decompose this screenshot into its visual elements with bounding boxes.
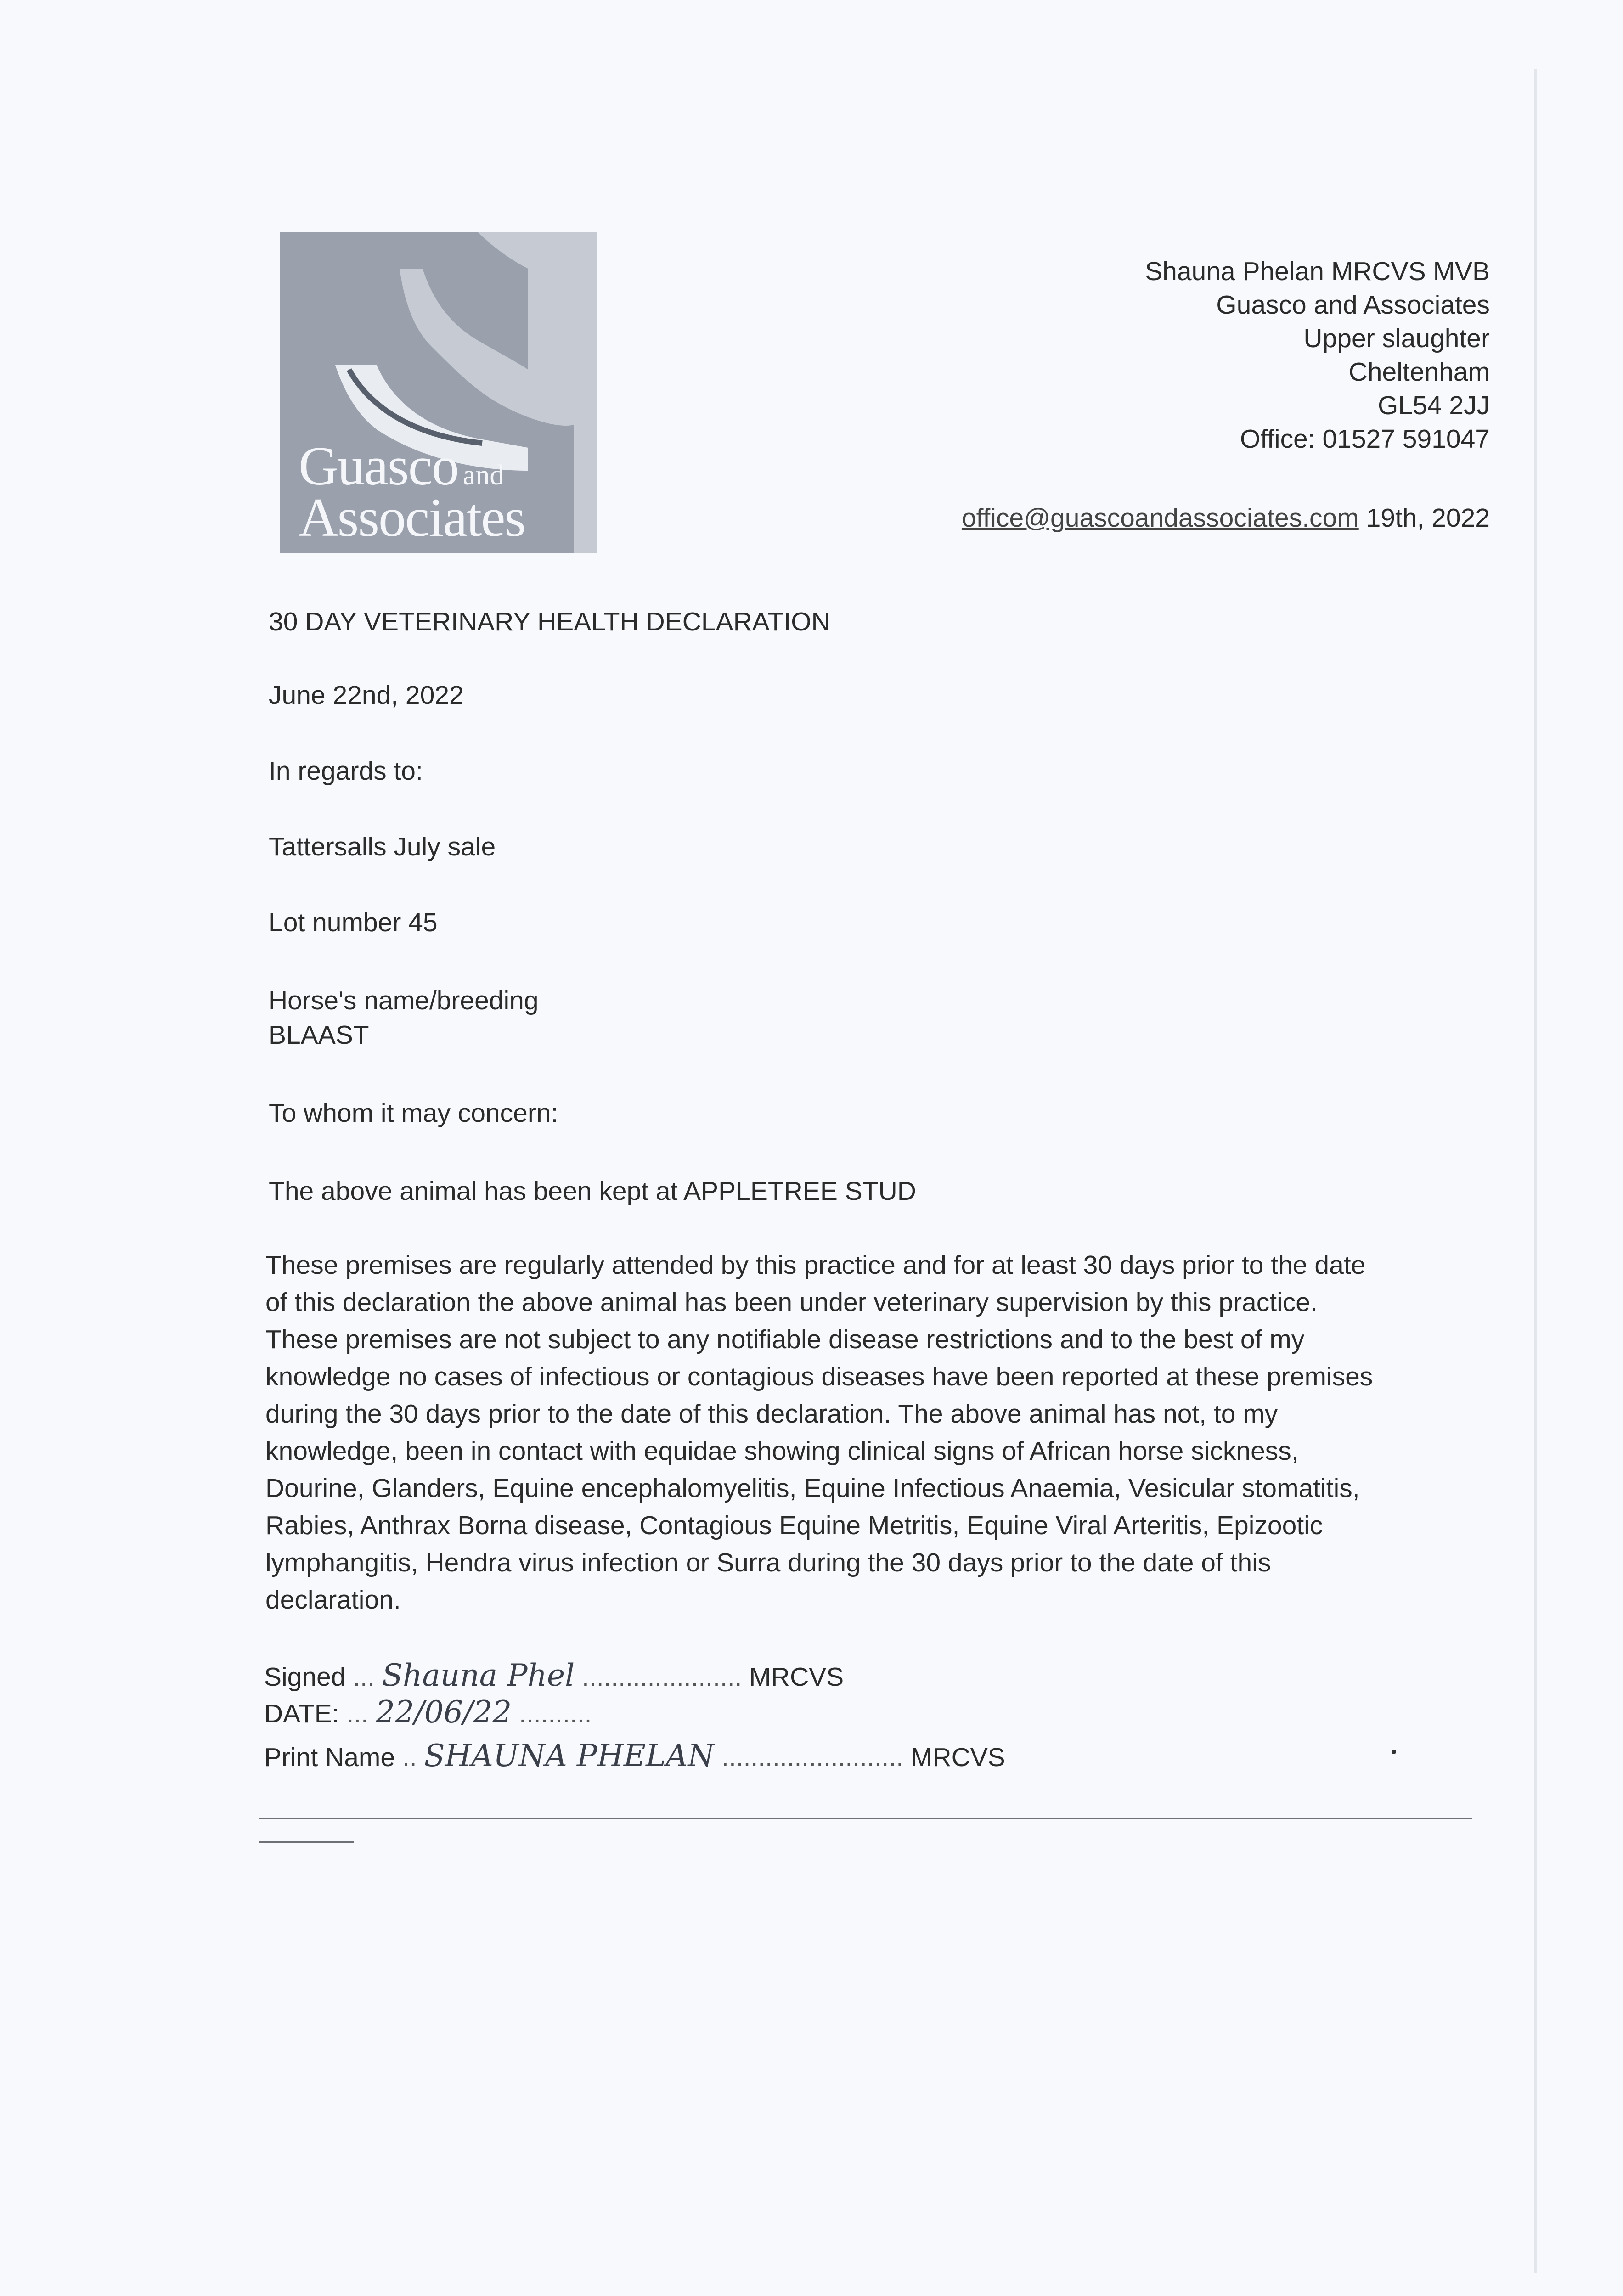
document-title: 30 DAY VETERINARY HEALTH DECLARATION [269, 607, 830, 636]
print-name-row [264, 1738, 1005, 1773]
declaration-line: knowledge no cases of infectious or contagious diseases have been reported at these premises [265, 1362, 1373, 1391]
address-line-1: Upper slaughter [1303, 324, 1490, 353]
vet-name: Shauna Phelan MRCVS MVB [1145, 257, 1490, 286]
declaration-line: These premises are not subject to any notifiable disease restrictions and to the best of my [265, 1325, 1305, 1354]
office-phone: Office: 01527 591047 [1240, 424, 1490, 454]
postcode: GL54 2JJ [1378, 391, 1490, 420]
practice-logo [280, 232, 597, 553]
footer-rule [259, 1818, 1472, 1819]
declaration-line: Rabies, Anthrax Borna disease, Contagious Equine Metritis, Equine Viral Arteritis, Epizootic [265, 1511, 1323, 1540]
declaration-line: of this declaration the above animal has been under veterinary supervision by this practice. [265, 1288, 1318, 1317]
email-date-line [962, 503, 1490, 533]
handwritten-print-name: SHAUNA PHELAN [424, 1738, 715, 1773]
handwritten-date: 22/06/22 [375, 1694, 512, 1730]
letterhead-address [1145, 255, 1490, 456]
signed-suffix: MRCVS [749, 1662, 844, 1692]
email-link[interactable]: office@guascoandassociates.com [961, 503, 1359, 533]
declaration-line: lymphangitis, Hendra virus infection or Surra during the 30 days prior to the date of this [265, 1548, 1271, 1577]
kept-at-statement: The above animal has been kept at APPLETREE STUD [269, 1176, 916, 1206]
logo-word-associates: Associates [299, 487, 525, 548]
practice-name: Guasco and Associates [1216, 290, 1490, 320]
dot-leader: ...................... [582, 1662, 742, 1692]
date-label: DATE: [264, 1699, 339, 1728]
email-date-suffix: 19th, 2022 [1358, 503, 1490, 533]
footer-rule-short [259, 1841, 354, 1843]
lot-number: Lot number 45 [269, 908, 438, 937]
page-edge-shadow [1534, 69, 1537, 2273]
dot-leader: .......... [519, 1699, 592, 1728]
horse-name-label: Horse's name/breeding [269, 986, 539, 1015]
declaration-paragraph [265, 1247, 1478, 1619]
salutation: To whom it may concern: [269, 1098, 558, 1128]
declaration-line: These premises are regularly attended by this practice and for at least 30 days prior to the date [265, 1250, 1366, 1280]
document-date: June 22nd, 2022 [269, 681, 464, 710]
sale-name: Tattersalls July sale [269, 832, 496, 861]
signed-row [264, 1658, 844, 1693]
signed-label: Signed [264, 1662, 346, 1692]
declaration-line: Dourine, Glanders, Equine encephalomyelitis, Equine Infectious Anaemia, Vesicular stomatitis, [265, 1474, 1360, 1503]
stray-mark [1392, 1750, 1396, 1754]
logo-wordmark [299, 435, 592, 548]
regards-label: In regards to: [269, 756, 423, 786]
date-row [264, 1694, 592, 1730]
address-line-2: Cheltenham [1348, 357, 1490, 387]
logo-word-and: and [462, 460, 504, 491]
dot-leader: ... [346, 1699, 368, 1728]
dot-leader: .. [402, 1743, 417, 1772]
declaration-line: during the 30 days prior to the date of this declaration. The above animal has not, to my [265, 1399, 1278, 1429]
logo-word-guasco: Guasco [299, 435, 458, 496]
print-name-label: Print Name [264, 1743, 395, 1772]
declaration-line: knowledge, been in contact with equidae showing clinical signs of African horse sickness, [265, 1436, 1299, 1466]
dot-leader: ... [353, 1662, 375, 1692]
handwritten-signature: Shauna Phel [382, 1658, 575, 1693]
horse-name: BLAAST [269, 1020, 369, 1050]
declaration-line: declaration. [265, 1585, 401, 1615]
dot-leader: ......................... [721, 1743, 904, 1772]
print-name-suffix: MRCVS [910, 1743, 1005, 1772]
